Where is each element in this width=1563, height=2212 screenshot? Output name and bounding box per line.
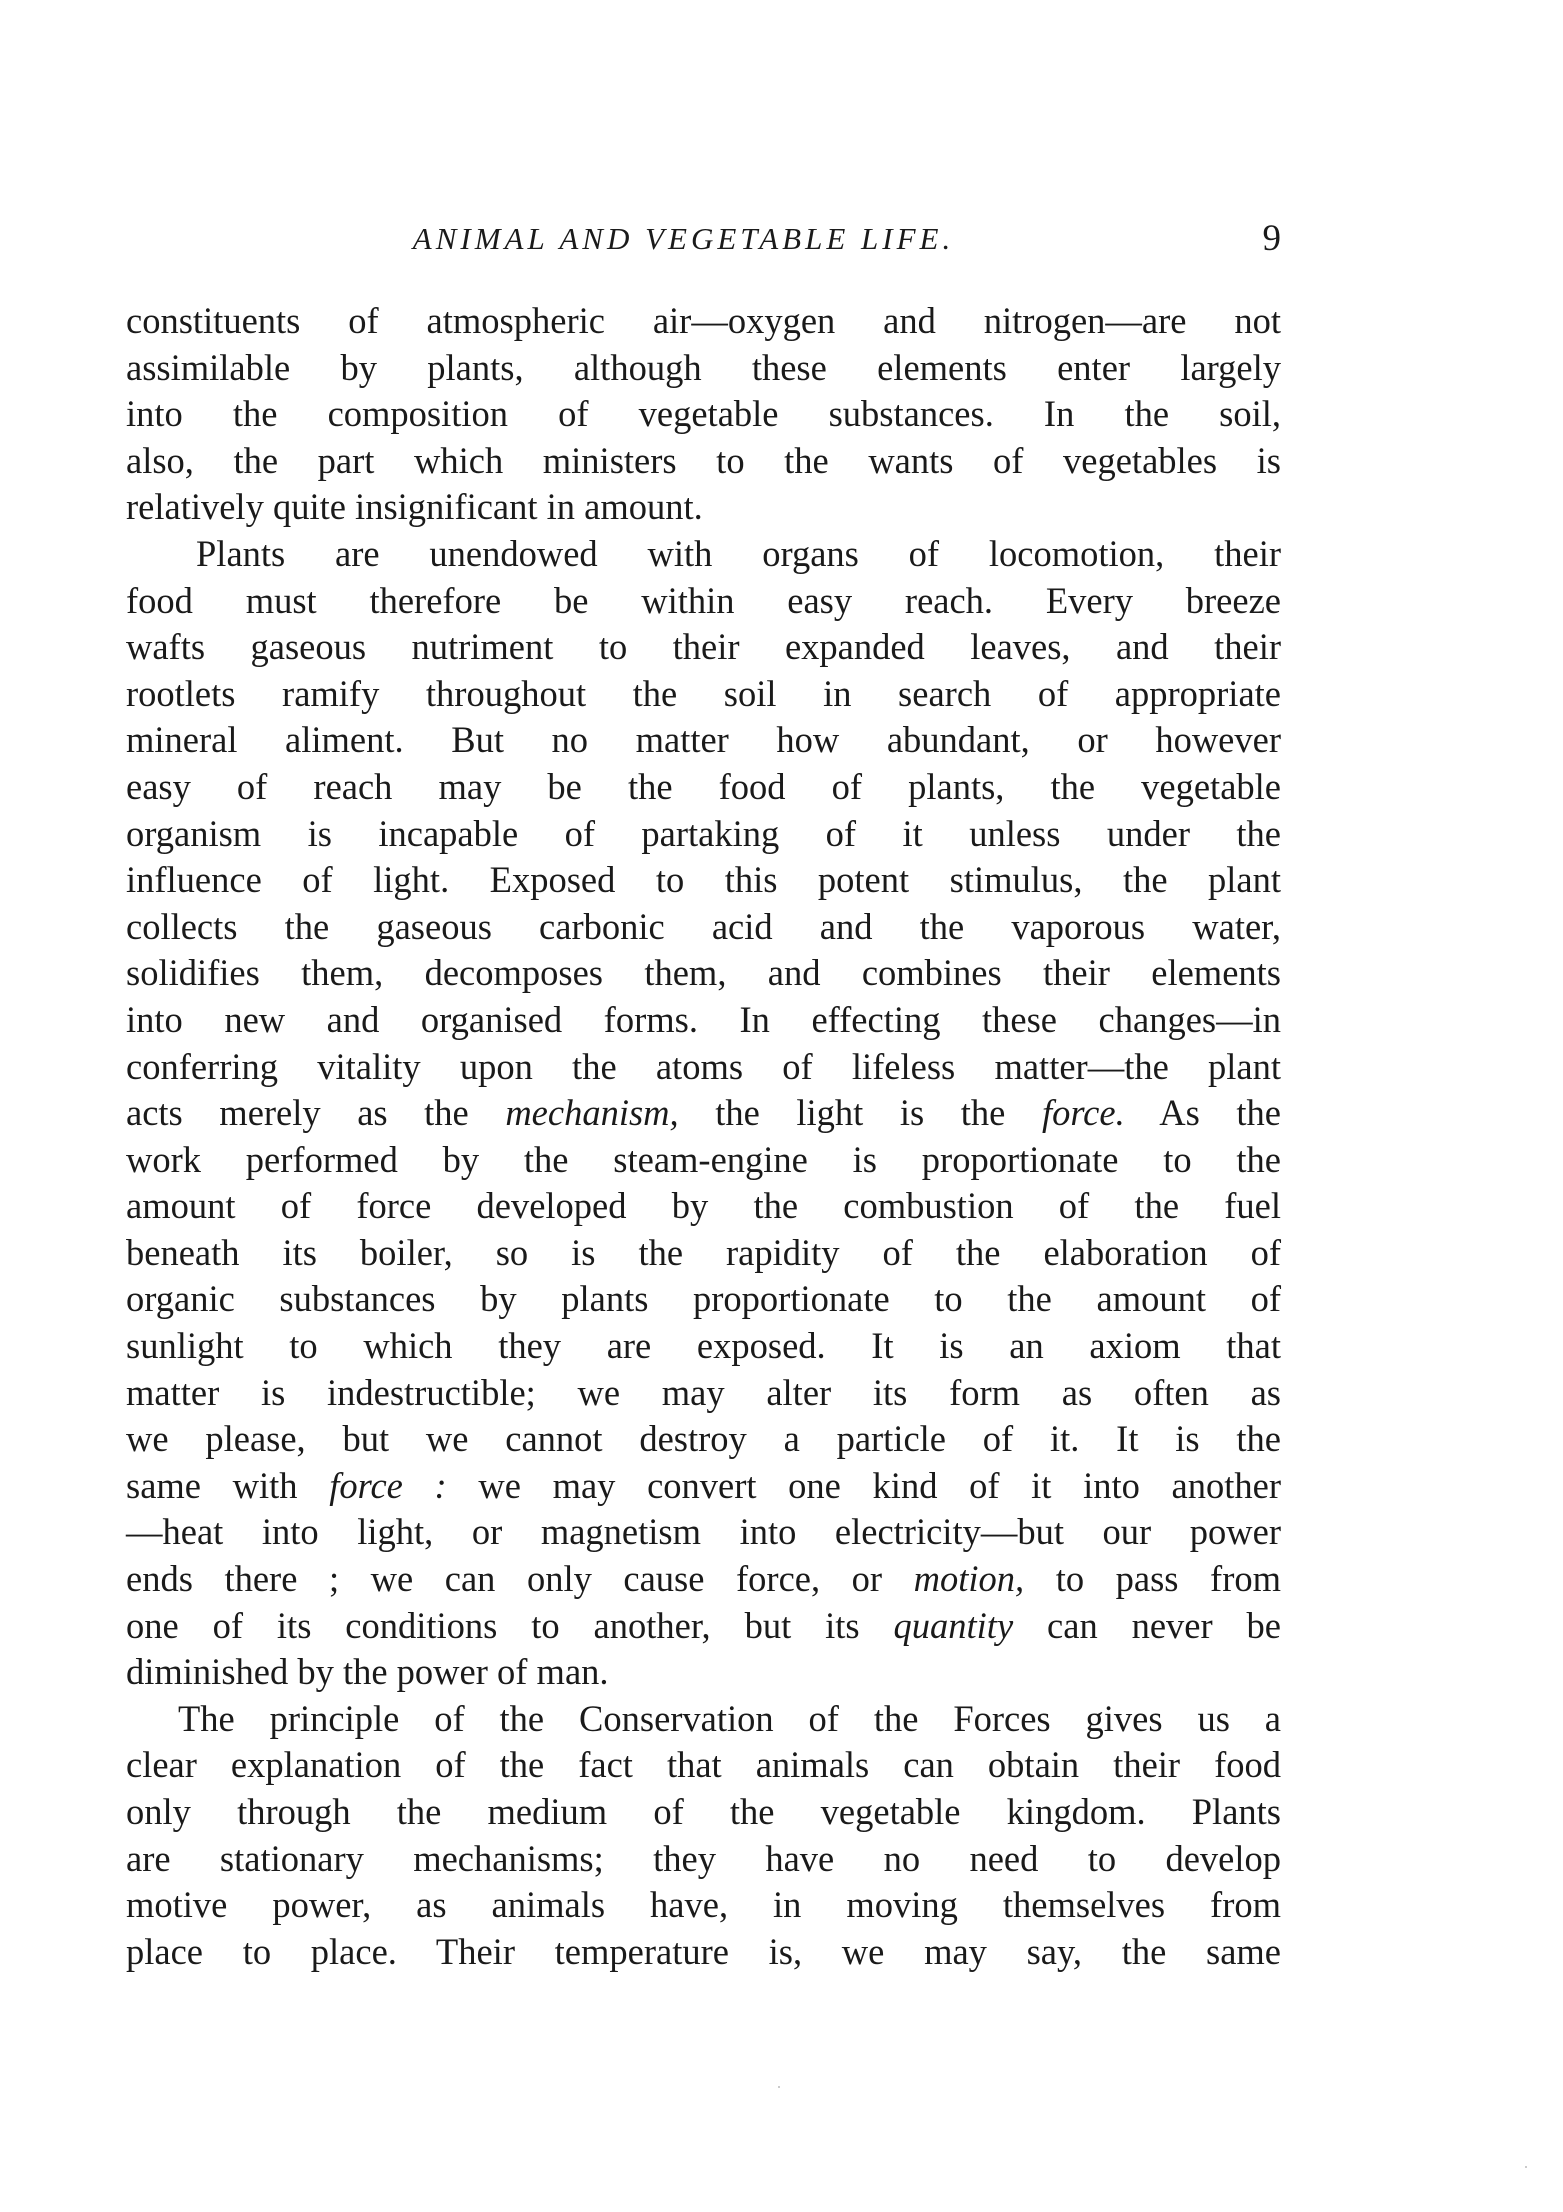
text-line: [126, 1836, 1281, 1883]
text-run: work performed by the steam-engine is proportionate to the: [126, 1138, 1281, 1180]
text-line: [126, 1556, 1281, 1603]
italic-term: force.: [1041, 1092, 1125, 1134]
text-run: conferring vitality upon the atoms of lifeless matter—the plant: [126, 1045, 1281, 1087]
text-line: [126, 811, 1281, 858]
text-run: constituents of atmospheric air—oxygen and nitrogen—are not: [126, 300, 1281, 341]
text-run: into new and organised forms. In effecting these changes—in: [126, 998, 1281, 1040]
text-line: [126, 950, 1281, 997]
text-line: [126, 624, 1281, 671]
text-line: [126, 671, 1281, 718]
text-line: [126, 1183, 1281, 1230]
text-line: [126, 531, 1281, 578]
text-run: motive power, as animals have, in moving themselves from: [126, 1884, 1281, 1926]
text-line: [126, 1603, 1281, 1650]
page-number: 9: [1262, 218, 1281, 259]
text-line: [126, 1882, 1281, 1929]
running-header: [126, 214, 1281, 264]
text-run: —heat into light, or magnetism into electricity—but our power: [126, 1511, 1281, 1553]
text-run: The principle of the Conservation of the Forces gives us a: [178, 1697, 1281, 1739]
text-line: [126, 1929, 1281, 1976]
text-line: [126, 1463, 1281, 1510]
text-run: As the: [1124, 1092, 1281, 1134]
text-line: [126, 904, 1281, 951]
text-line: [126, 857, 1281, 904]
text-run: only through the medium of the vegetable kingdom. Plants: [126, 1791, 1281, 1832]
paragraph: [126, 531, 1281, 1696]
text-run: one of its conditions to another, but its: [126, 1604, 894, 1646]
text-run: collects the gaseous carbonic acid and the vaporous water,: [126, 905, 1281, 947]
italic-term: force :: [329, 1464, 447, 1506]
body-text: [126, 298, 1281, 1975]
text-line: [126, 484, 1281, 531]
text-run: influence of light. Exposed to this potent stimulus, the plant: [126, 859, 1281, 901]
text-run: assimilable by plants, although these elements enter largely: [126, 346, 1281, 388]
text-run: place to place. Their temperature is, we may say, the same: [126, 1930, 1281, 1972]
text-run: organic substances by plants proportionate to the amount of: [126, 1278, 1281, 1320]
scan-speck: [1525, 2166, 1527, 2168]
text-run: acts merely as the: [126, 1092, 506, 1134]
scan-speck: [778, 2086, 780, 2088]
text-line: [126, 345, 1281, 392]
text-run: solidifies them, decomposes them, and combines their elements: [126, 952, 1281, 994]
italic-term: motion,: [913, 1558, 1025, 1600]
text-line: [126, 1323, 1281, 1370]
text-run: the light is the: [678, 1092, 1042, 1134]
text-line: [126, 1044, 1281, 1091]
text-run: easy of reach may be the food of plants, the vegetable: [126, 765, 1281, 807]
text-run: Plants are unendowed with organs of locomotion, their: [196, 532, 1281, 574]
running-title: ANIMAL AND VEGETABLE LIFE.: [412, 221, 955, 256]
text-line: [126, 1416, 1281, 1463]
text-run: ends there ; we can only cause force, or: [126, 1558, 914, 1600]
text-run: organism is incapable of partaking of it unless under the: [126, 812, 1281, 854]
text-run: can never be: [1013, 1604, 1281, 1646]
text-line: [126, 1649, 1281, 1696]
text-run: same with: [126, 1464, 330, 1506]
text-line: [126, 391, 1281, 438]
text-run: rootlets ramify throughout the soil in search of appropriate: [126, 672, 1281, 714]
text-run: beneath its boiler, so is the rapidity of the elaboration of: [126, 1231, 1281, 1273]
text-line: [126, 1789, 1281, 1836]
text-run: into the composition of vegetable substances. In the soil,: [126, 393, 1281, 435]
paragraph: [126, 1696, 1281, 1976]
text-run: amount of force developed by the combustion of the fuel: [126, 1185, 1281, 1227]
text-run: sunlight to which they are exposed. It is an axiom that: [126, 1325, 1281, 1367]
text-line: [126, 1742, 1281, 1789]
text-line: [126, 438, 1281, 485]
text-run: to pass from: [1024, 1558, 1281, 1600]
text-run: matter is indestructible; we may alter its form as often as: [126, 1371, 1281, 1413]
text-line: [126, 1370, 1281, 1417]
text-line: [126, 1230, 1281, 1277]
text-run: food must therefore be within easy reach. Every breeze: [126, 579, 1281, 621]
text-line: [126, 298, 1281, 345]
text-run: are stationary mechanisms; they have no need to develop: [126, 1837, 1281, 1879]
text-run: wafts gaseous nutriment to their expanded leaves, and their: [126, 626, 1281, 668]
text-line: [126, 1276, 1281, 1323]
text-line: [126, 764, 1281, 811]
text-run: relatively quite insignificant in amount.: [126, 486, 703, 528]
text-line: [126, 997, 1281, 1044]
paragraph: [126, 298, 1281, 531]
text-line: [126, 1696, 1281, 1743]
text-run: mineral aliment. But no matter how abundant, or however: [126, 719, 1281, 761]
text-run: clear explanation of the fact that animals can obtain their food: [126, 1744, 1281, 1786]
text-line: [126, 1137, 1281, 1184]
italic-term: mechanism,: [505, 1092, 679, 1134]
text-run: diminished by the power of man.: [126, 1651, 609, 1693]
text-line: [126, 1509, 1281, 1556]
text-run: we please, but we cannot destroy a particle of it. It is the: [126, 1418, 1281, 1460]
italic-term: quantity: [893, 1604, 1014, 1646]
text-run: we may convert one kind of it into another: [446, 1464, 1282, 1506]
text-run: also, the part which ministers to the wants of vegetables is: [126, 439, 1281, 481]
text-line: [126, 717, 1281, 764]
text-line: [126, 1090, 1281, 1137]
text-line: [126, 578, 1281, 625]
